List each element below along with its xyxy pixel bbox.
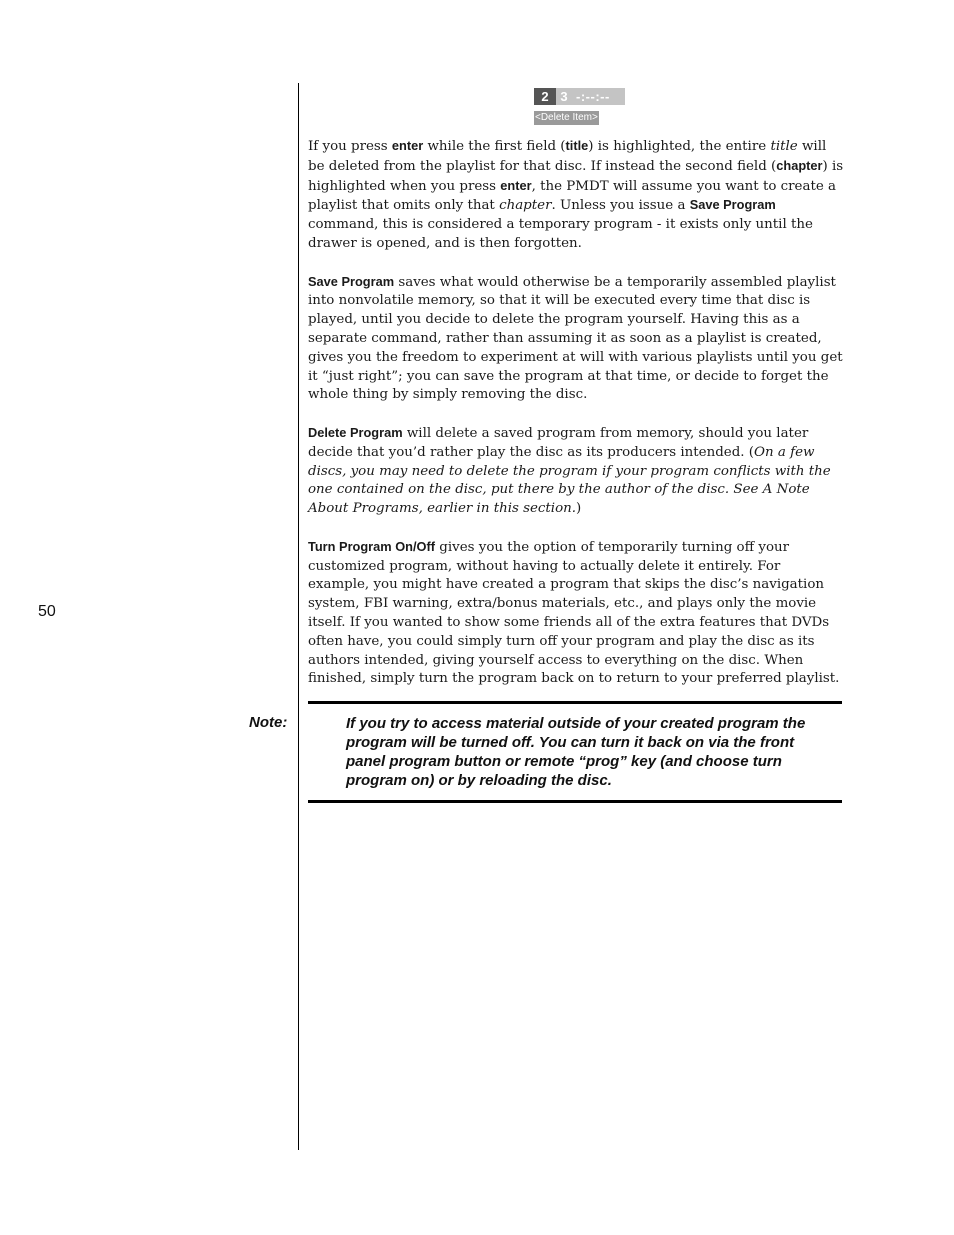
note-top-rule <box>308 701 842 704</box>
keyword-turn-program: Turn Program On/Off <box>308 538 436 554</box>
paragraph-turn-program <box>308 538 844 689</box>
italic-note: On a few discs, you may need to delete the program if your program conflicts with the one contained on the disc, put there by the author of the disc. See A Note About Programs, earlier in this section. <box>308 444 831 517</box>
text: command, this is considered a temporary program - it exists only until the drawer is opened, and is then forgotten. <box>308 217 813 251</box>
italic-title: title <box>770 139 798 154</box>
keyword-delete-program: Delete Program <box>308 424 403 440</box>
text: If you press <box>308 139 392 154</box>
text: will be deleted from the playlist for that disc. If instead the second field ( <box>308 139 827 174</box>
page-number: 50 <box>38 603 56 620</box>
body-text <box>308 137 844 708</box>
osd-title-field: 2 <box>534 88 556 105</box>
keyword-enter: enter <box>500 177 532 193</box>
text: , the PMDT will assume you want to create a playlist that omits only that <box>308 178 837 214</box>
keyword-save-program: Save Program <box>308 273 395 289</box>
paragraph-save-program <box>308 273 844 406</box>
text: gives you the option of temporarily turning off your customized program, without having to actually delete it entirely. For example, you might have created a program that skips the disc’s navigation system, FBI warning, extra/bonus materials, etc., and plays only the movie itself. If you wanted to show some friends all of the extra features that DVDs often have, you could simply turn off your program and play the disc as its authors intended, giving yourself access to everything on the disc. When finished, simply turn the program back on to return to your preferred playlist. <box>308 539 840 687</box>
osd-delete-item-label: <Delete Item> <box>535 112 598 123</box>
osd-fields <box>534 88 625 105</box>
text: while the first field ( <box>423 139 566 154</box>
keyword-save-program: Save Program <box>689 197 776 213</box>
note-bottom-rule <box>308 800 842 803</box>
keyword-title: title <box>565 138 589 153</box>
paragraph-delete-program <box>308 424 844 519</box>
text: ) is highlighted when you press <box>308 158 844 194</box>
text: will delete a saved program from memory, should you later decide that you’d rather play the disc as its producers intended. ( <box>308 425 809 460</box>
text: ) is highlighted, the entire <box>588 139 771 154</box>
osd-chapter-field: 3 <box>556 88 572 105</box>
keyword-chapter: chapter <box>776 157 823 173</box>
note-label: Note: <box>249 714 288 731</box>
text: ) <box>576 501 582 517</box>
paragraph-enter <box>308 137 844 254</box>
text: . Unless you issue a <box>551 198 690 214</box>
keyword-enter: enter <box>391 138 424 153</box>
osd-display <box>534 88 625 123</box>
osd-time-field: -:--:-- <box>572 88 625 105</box>
text: saves what would otherwise be a temporarily assembled playlist into nonvolatile memory, so that it will be executed every time that disc is played, until you decide to delete the program yourself. Having this as a separate command, rather than assuming it as soon as a playlist is created, gives you the freedom to experiment at will with various playlists until you get it “just right”; you can save the program at that time, or decide to forget the whole thing by simply removing the disc. <box>308 274 843 403</box>
note-text: If you try to access material outside of your created program the program will be turned off. You can turn it back on via the front panel program button or remote “prog” key (and choose turn program on) or by reloading the disc. <box>346 715 806 789</box>
italic-chapter: chapter <box>499 198 552 214</box>
margin-rule <box>298 83 299 1150</box>
